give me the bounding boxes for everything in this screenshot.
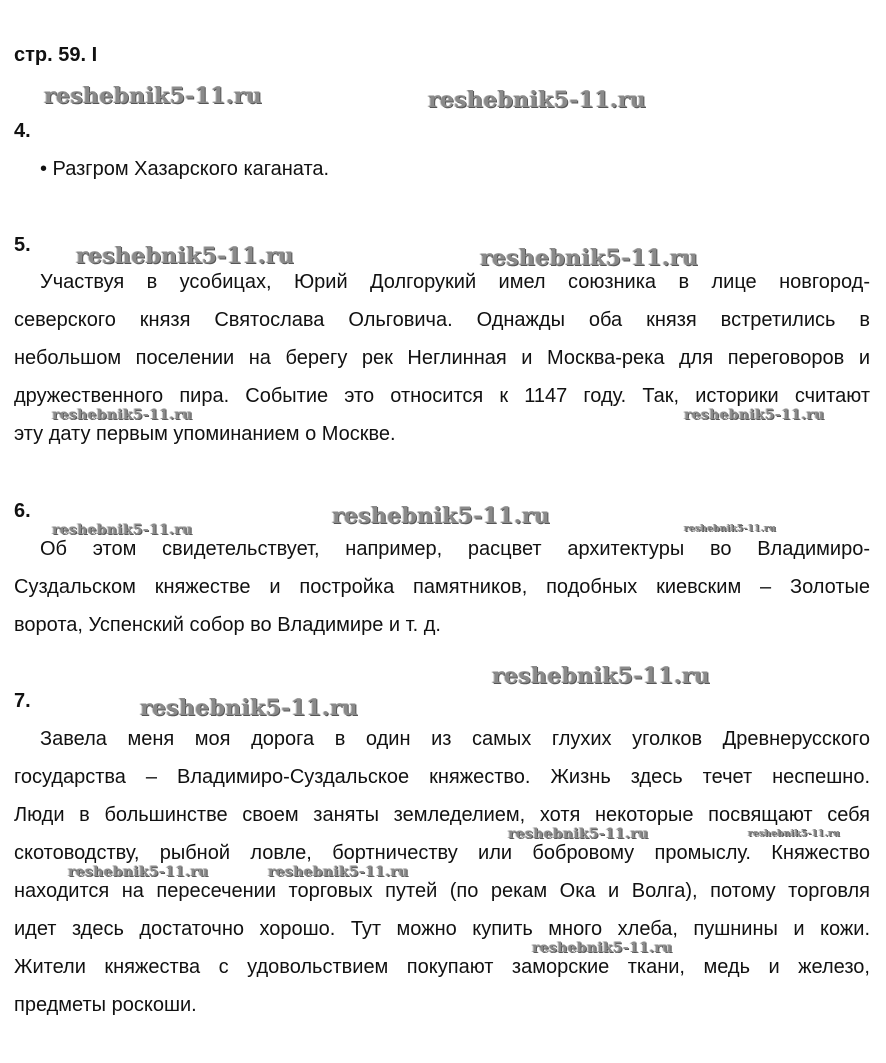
task-text-line: дружественного пира. Событие это относится к 1147 году. Так, историки считают	[14, 385, 870, 407]
task-text-line: государства – Владимиро-Суздальское княжество. Жизнь здесь течет неспешно.	[14, 766, 870, 788]
task-number: 5.	[14, 234, 31, 256]
task-text-line: Завела меня моя дорога в один из самых глухих уголков Древнерусского	[40, 728, 870, 750]
task-text-line: Об этом свидетельствует, например, расцвет архитектуры во Владимиро-	[40, 538, 870, 560]
watermark: reshebnik5-11.ru	[684, 407, 825, 423]
task-text-line: Участвуя в усобицах, Юрий Долгорукий имел союзника в лице новгород-	[40, 271, 870, 293]
watermark: reshebnik5-11.ru	[268, 864, 409, 880]
watermark: reshebnik5-11.ru	[44, 83, 263, 109]
watermark: reshebnik5-11.ru	[508, 826, 649, 842]
watermark: reshebnik5-11.ru	[428, 87, 647, 113]
task-text-line: Жители княжества с удовольствием покупают заморские ткани, медь и железо,	[14, 956, 870, 978]
watermark: reshebnik5-11.ru	[748, 829, 841, 839]
watermark: reshebnik5-11.ru	[52, 522, 193, 538]
page-header: стр. 59. I	[14, 44, 98, 66]
watermark: reshebnik5-11.ru	[76, 243, 295, 269]
task-number: 4.	[14, 120, 31, 142]
watermark: reshebnik5-11.ru	[68, 864, 209, 880]
task-text-line: скотоводству, рыбной ловле, бортничеству или бобровому промыслу. Княжество	[14, 842, 870, 864]
task-text-line: северского князя Святослава Ольговича. Однажды оба князя встретились в	[14, 309, 870, 331]
task-text-line: находится на пересечении торговых путей (по рекам Ока и Волга), потому торговля	[14, 880, 870, 902]
watermark: reshebnik5-11.ru	[492, 663, 711, 689]
watermark: reshebnik5-11.ru	[52, 407, 193, 423]
task-text-line: небольшом поселении на берегу рек Неглинная и Москва-река для переговоров и	[14, 347, 870, 369]
task-text-line: предметы роскоши.	[14, 994, 197, 1016]
watermark: reshebnik5-11.ru	[140, 695, 359, 721]
watermark: reshebnik5-11.ru	[532, 940, 673, 956]
task-text-line: эту дату первым упоминанием о Москве.	[14, 423, 396, 445]
task-text-line: Суздальском княжестве и постройка памятников, подобных киевским – Золотые	[14, 576, 870, 598]
task-text-line: Люди в большинстве своем заняты земледелием, хотя некоторые посвящают себя	[14, 804, 870, 826]
task-text-line: ворота, Успенский собор во Владимире и т. д.	[14, 614, 441, 636]
watermark: reshebnik5-11.ru	[480, 245, 699, 271]
task-text-line: • Разгром Хазарского каганата.	[40, 158, 330, 180]
watermark: reshebnik5-11.ru	[684, 524, 777, 534]
watermark: reshebnik5-11.ru	[332, 503, 551, 529]
task-number: 7.	[14, 690, 31, 712]
task-number: 6.	[14, 500, 31, 522]
task-text-line: идет здесь достаточно хорошо. Тут можно купить много хлеба, пушнины и кожи.	[14, 918, 870, 940]
